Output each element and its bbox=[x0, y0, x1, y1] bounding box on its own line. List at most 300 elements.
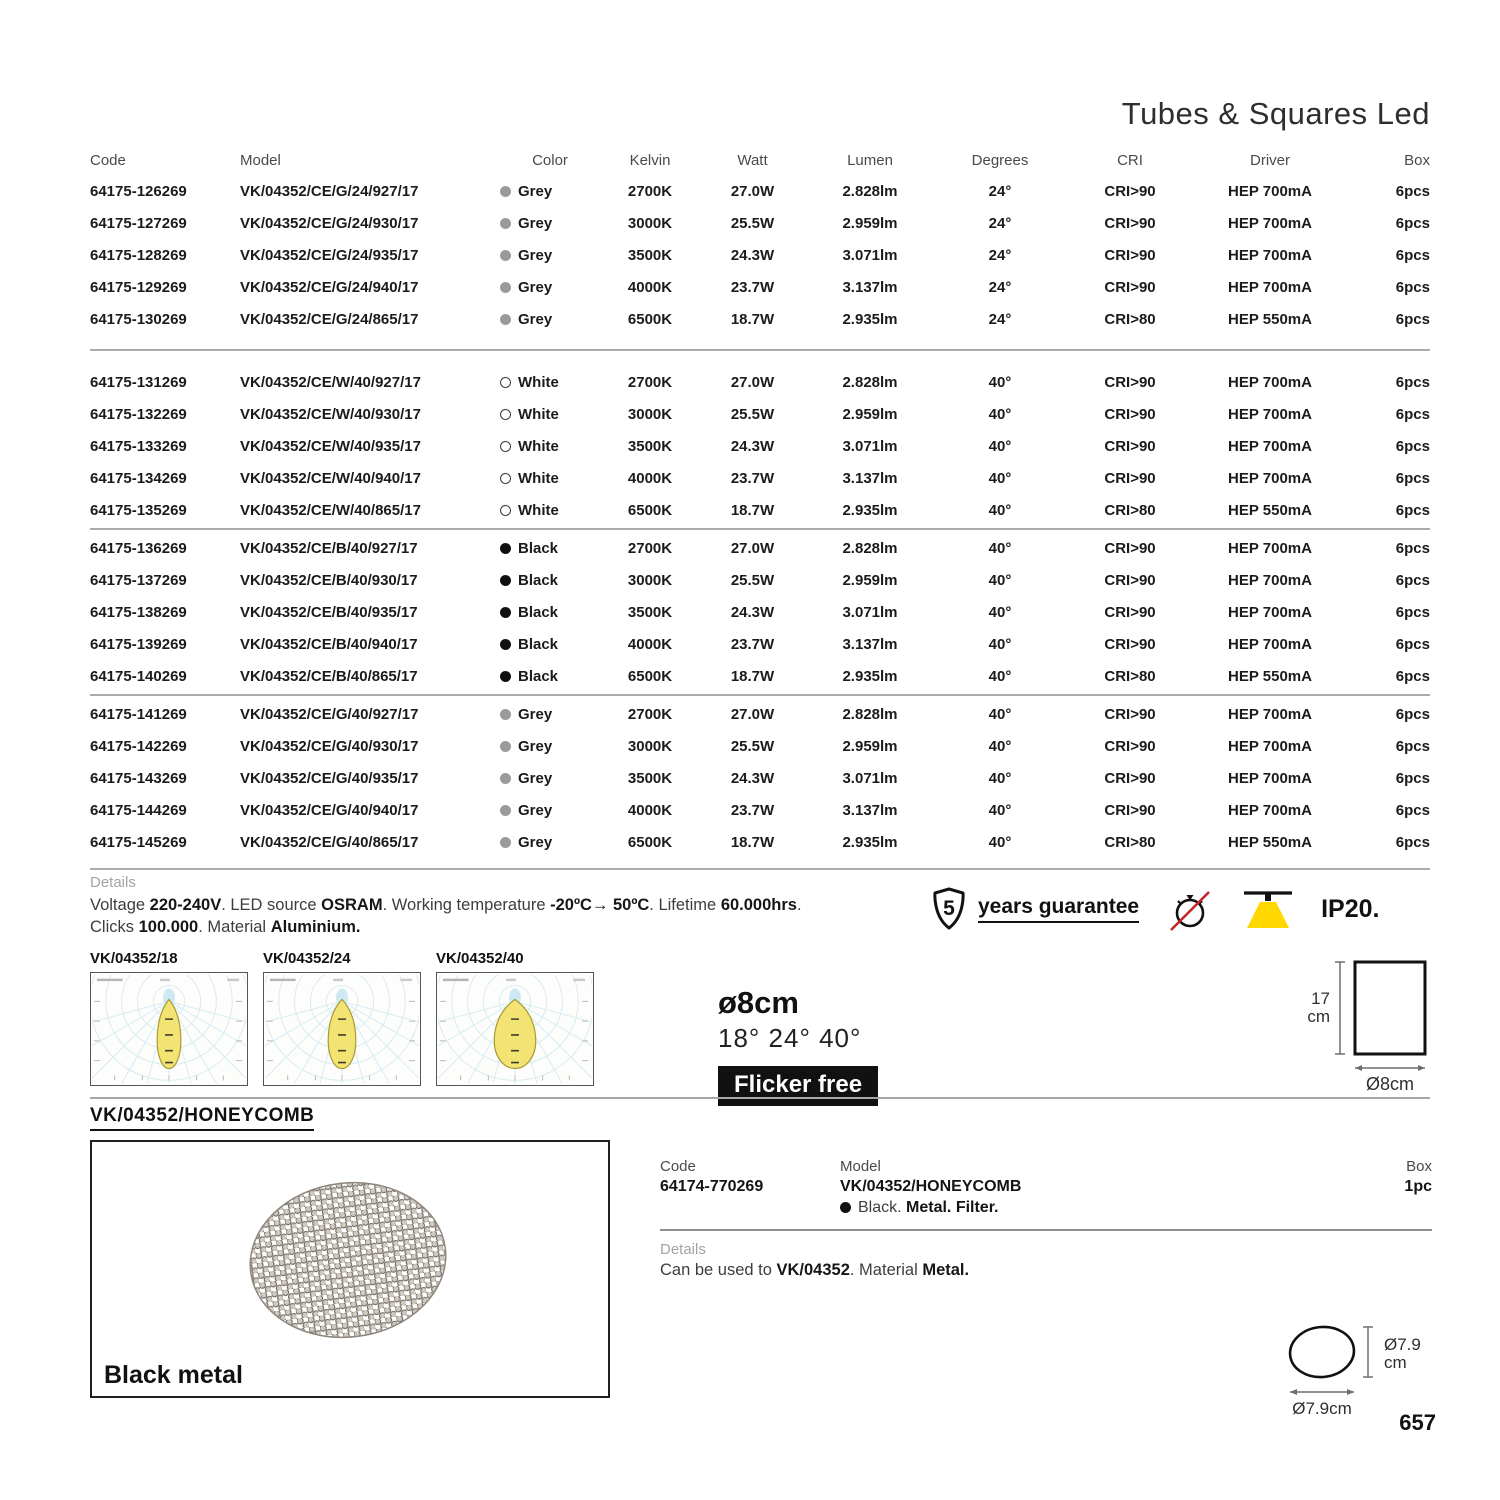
table-group-separator bbox=[90, 528, 1430, 530]
cell-degrees: 24° bbox=[988, 214, 1012, 232]
svg-text:Ø7.9: Ø7.9 bbox=[1384, 1335, 1421, 1354]
cell-model: VK/04352/CE/B/40/927/17 bbox=[240, 539, 418, 557]
cell-degrees: 40° bbox=[988, 501, 1012, 519]
cell-model: VK/04352/CE/G/40/927/17 bbox=[240, 705, 419, 723]
cell-lumen: 3.071lm bbox=[842, 437, 898, 455]
black-dot-icon bbox=[840, 1202, 851, 1213]
page-title: Tubes & Squares Led bbox=[1121, 96, 1430, 131]
color-dot-black-icon bbox=[500, 543, 511, 554]
cell-cri: CRI>90 bbox=[1104, 603, 1156, 621]
ip-rating-label: IP20. bbox=[1321, 894, 1380, 923]
cell-cri: CRI>90 bbox=[1104, 214, 1156, 232]
honeycomb-divider bbox=[660, 1229, 1432, 1231]
cell-kelvin: 2700K bbox=[627, 539, 673, 557]
cell-kelvin: 3000K bbox=[627, 214, 673, 232]
shield-5-icon bbox=[928, 886, 970, 932]
cell-degrees: 40° bbox=[988, 539, 1012, 557]
cell-box: 6pcs bbox=[1395, 539, 1430, 557]
cell-code: 64175-137269 bbox=[90, 571, 187, 589]
honeycomb-code: 64174-770269 bbox=[660, 1178, 764, 1195]
cell-box: 6pcs bbox=[1395, 769, 1430, 787]
cell-lumen: 2.935lm bbox=[842, 667, 898, 685]
cell-kelvin: 6500K bbox=[627, 667, 673, 685]
polar-diagram-icon bbox=[437, 973, 593, 1085]
table-row bbox=[90, 532, 1430, 564]
cell-lumen: 2.935lm bbox=[842, 501, 898, 519]
cell-lumen: 2.959lm bbox=[842, 405, 898, 423]
column-header-code: Code bbox=[90, 151, 126, 169]
details-line-1: Voltage 220-240V. LED source OSRAM. Working temperature -20ºC→ 50ºC. Lifetime 60.000hrs. bbox=[90, 896, 802, 914]
cell-degrees: 40° bbox=[988, 705, 1012, 723]
table-row bbox=[90, 430, 1430, 462]
cell-degrees: 40° bbox=[988, 801, 1012, 819]
cell-kelvin: 3500K bbox=[627, 246, 673, 264]
cell-model: VK/04352/CE/G/24/940/17 bbox=[240, 278, 419, 296]
cell-lumen: 2.959lm bbox=[842, 214, 898, 232]
honeycomb-photo bbox=[90, 1140, 610, 1398]
cell-color: Black bbox=[500, 668, 600, 685]
svg-text:cm: cm bbox=[1384, 1353, 1407, 1372]
table-row bbox=[90, 762, 1430, 794]
cell-watt: 24.3W bbox=[730, 246, 775, 264]
cell-driver: HEP 700mA bbox=[1228, 182, 1312, 200]
cell-kelvin: 6500K bbox=[627, 501, 673, 519]
cell-lumen: 2.828lm bbox=[842, 705, 898, 723]
cell-driver: HEP 550mA bbox=[1228, 501, 1312, 519]
cell-lumen: 3.137lm bbox=[842, 801, 898, 819]
svg-text:5: 5 bbox=[943, 897, 955, 920]
cell-code: 64175-142269 bbox=[90, 737, 187, 755]
beam-angles-text: 18° 24° 40° bbox=[718, 1023, 862, 1053]
svg-text:17: 17 bbox=[1311, 989, 1330, 1008]
cell-lumen: 2.828lm bbox=[842, 182, 898, 200]
cell-kelvin: 2700K bbox=[627, 182, 673, 200]
cell-box: 6pcs bbox=[1395, 469, 1430, 487]
cell-driver: HEP 700mA bbox=[1228, 737, 1312, 755]
color-dot-white-icon bbox=[500, 441, 511, 452]
cell-box: 6pcs bbox=[1395, 373, 1430, 391]
cell-driver: HEP 700mA bbox=[1228, 603, 1312, 621]
cell-code: 64175-143269 bbox=[90, 769, 187, 787]
cell-box: 6pcs bbox=[1395, 737, 1430, 755]
table-row bbox=[90, 730, 1430, 762]
cell-lumen: 2.828lm bbox=[842, 539, 898, 557]
diameter-text: ø8cm bbox=[718, 985, 799, 1020]
table-row bbox=[90, 660, 1430, 692]
table-row bbox=[90, 207, 1430, 239]
cell-driver: HEP 700mA bbox=[1228, 769, 1312, 787]
table-row bbox=[90, 794, 1430, 826]
cell-cri: CRI>90 bbox=[1104, 801, 1156, 819]
cell-model: VK/04352/CE/W/40/927/17 bbox=[240, 373, 421, 391]
color-dot-grey-icon bbox=[500, 314, 511, 325]
cell-box: 6pcs bbox=[1395, 667, 1430, 685]
cell-color: Grey bbox=[500, 738, 600, 755]
honeycomb-mesh-image bbox=[92, 1142, 604, 1392]
cell-cri: CRI>90 bbox=[1104, 539, 1156, 557]
cell-degrees: 40° bbox=[988, 667, 1012, 685]
honeycomb-model: VK/04352/HONEYCOMB bbox=[840, 1178, 1022, 1195]
cell-driver: HEP 700mA bbox=[1228, 405, 1312, 423]
color-dot-white-icon bbox=[500, 505, 511, 516]
honeycomb-finish: Black. Metal. Filter. bbox=[840, 1199, 1372, 1217]
cell-code: 64175-132269 bbox=[90, 405, 187, 423]
column-header-model: Model bbox=[240, 151, 281, 169]
cell-watt: 24.3W bbox=[730, 769, 775, 787]
cell-watt: 18.7W bbox=[730, 833, 775, 851]
cell-model: VK/04352/CE/W/40/940/17 bbox=[240, 469, 421, 487]
cell-watt: 18.7W bbox=[730, 310, 775, 328]
cell-code: 64175-136269 bbox=[90, 539, 187, 557]
cell-watt: 25.5W bbox=[730, 405, 775, 423]
cell-model: VK/04352/CE/B/40/865/17 bbox=[240, 667, 418, 685]
cell-watt: 23.7W bbox=[730, 801, 775, 819]
cell-model: VK/04352/CE/G/24/935/17 bbox=[240, 246, 419, 264]
cell-kelvin: 3000K bbox=[627, 571, 673, 589]
cell-box: 6pcs bbox=[1395, 705, 1430, 723]
cell-driver: HEP 700mA bbox=[1228, 571, 1312, 589]
cell-box: 6pcs bbox=[1395, 182, 1430, 200]
color-dot-white-icon bbox=[500, 473, 511, 484]
cell-driver: HEP 700mA bbox=[1228, 801, 1312, 819]
cell-cri: CRI>90 bbox=[1104, 469, 1156, 487]
color-dot-grey-icon bbox=[500, 218, 511, 229]
cell-driver: HEP 700mA bbox=[1228, 214, 1312, 232]
cell-model: VK/04352/CE/G/24/930/17 bbox=[240, 214, 419, 232]
cell-color: White bbox=[500, 470, 600, 487]
cell-cri: CRI>90 bbox=[1104, 769, 1156, 787]
table-row bbox=[90, 462, 1430, 494]
guarantee-strip bbox=[928, 884, 1433, 934]
honeycomb-model-label: Model bbox=[840, 1158, 881, 1175]
cell-color: White bbox=[500, 438, 600, 455]
column-header-cri: CRI bbox=[1117, 151, 1143, 169]
cell-degrees: 40° bbox=[988, 603, 1012, 621]
cell-kelvin: 6500K bbox=[627, 310, 673, 328]
color-dot-white-icon bbox=[500, 377, 511, 388]
table-row bbox=[90, 628, 1430, 660]
cell-driver: HEP 550mA bbox=[1228, 833, 1312, 851]
cell-color: Grey bbox=[500, 215, 600, 232]
cell-degrees: 40° bbox=[988, 635, 1012, 653]
cell-degrees: 24° bbox=[988, 278, 1012, 296]
honeycomb-info bbox=[660, 1158, 1432, 1280]
table-row bbox=[90, 239, 1430, 271]
cell-box: 6pcs bbox=[1395, 571, 1430, 589]
cell-box: 6pcs bbox=[1395, 437, 1430, 455]
column-header-watt: Watt bbox=[737, 151, 768, 169]
cell-code: 64175-140269 bbox=[90, 667, 187, 685]
cell-degrees: 40° bbox=[988, 769, 1012, 787]
cell-cri: CRI>90 bbox=[1104, 246, 1156, 264]
cell-color: Grey bbox=[500, 834, 600, 851]
cell-model: VK/04352/CE/G/40/930/17 bbox=[240, 737, 419, 755]
cell-code: 64175-144269 bbox=[90, 801, 187, 819]
cell-watt: 23.7W bbox=[730, 278, 775, 296]
spec-table bbox=[90, 145, 1430, 870]
details-block bbox=[90, 874, 920, 938]
cell-code: 64175-127269 bbox=[90, 214, 187, 232]
cell-cri: CRI>90 bbox=[1104, 405, 1156, 423]
cell-cri: CRI>80 bbox=[1104, 667, 1156, 685]
table-group-separator bbox=[90, 694, 1430, 696]
color-dot-grey-icon bbox=[500, 282, 511, 293]
table-group-separator bbox=[90, 868, 1430, 870]
cell-cri: CRI>80 bbox=[1104, 310, 1156, 328]
cell-code: 64175-138269 bbox=[90, 603, 187, 621]
cell-driver: HEP 700mA bbox=[1228, 278, 1312, 296]
no-dimmer-icon bbox=[1165, 884, 1215, 934]
cell-cri: CRI>80 bbox=[1104, 833, 1156, 851]
cell-watt: 24.3W bbox=[730, 603, 775, 621]
details-line-2: Clicks 100.000. Material Aluminium. bbox=[90, 918, 361, 936]
cell-degrees: 40° bbox=[988, 571, 1012, 589]
cell-watt: 24.3W bbox=[730, 437, 775, 455]
cell-lumen: 3.137lm bbox=[842, 469, 898, 487]
photometric-diagram-18 bbox=[90, 950, 248, 1086]
table-row bbox=[90, 698, 1430, 730]
spec-table-body bbox=[90, 175, 1430, 870]
cell-lumen: 3.137lm bbox=[842, 635, 898, 653]
cell-code: 64175-131269 bbox=[90, 373, 187, 391]
cell-box: 6pcs bbox=[1395, 635, 1430, 653]
cell-color: Black bbox=[500, 636, 600, 653]
cell-model: VK/04352/CE/B/40/940/17 bbox=[240, 635, 418, 653]
cell-degrees: 40° bbox=[988, 833, 1012, 851]
photometric-label: VK/04352/40 bbox=[436, 950, 524, 967]
svg-text:Ø8cm: Ø8cm bbox=[1365, 1074, 1415, 1094]
column-header-degrees: Degrees bbox=[971, 151, 1029, 169]
cell-model: VK/04352/CE/B/40/935/17 bbox=[240, 603, 418, 621]
cell-color: Black bbox=[500, 604, 600, 621]
cell-watt: 23.7W bbox=[730, 635, 775, 653]
table-row bbox=[90, 303, 1430, 335]
cell-kelvin: 4000K bbox=[627, 801, 673, 819]
photometric-label: VK/04352/24 bbox=[263, 950, 351, 967]
cell-watt: 27.0W bbox=[730, 705, 775, 723]
column-header-driver: Driver bbox=[1250, 151, 1290, 169]
cell-degrees: 40° bbox=[988, 469, 1012, 487]
cell-code: 64175-135269 bbox=[90, 501, 187, 519]
cell-code: 64175-145269 bbox=[90, 833, 187, 851]
guarantee-label: years guarantee bbox=[978, 895, 1139, 923]
cell-lumen: 2.828lm bbox=[842, 373, 898, 391]
cell-color: White bbox=[500, 502, 600, 519]
color-dot-grey-icon bbox=[500, 773, 511, 784]
cell-lumen: 2.935lm bbox=[842, 310, 898, 328]
cell-model: VK/04352/CE/G/24/927/17 bbox=[240, 182, 419, 200]
cell-cri: CRI>90 bbox=[1104, 373, 1156, 391]
cell-box: 6pcs bbox=[1395, 246, 1430, 264]
cell-model: VK/04352/CE/G/40/865/17 bbox=[240, 833, 419, 851]
details-label: Details bbox=[90, 874, 136, 891]
cell-code: 64175-130269 bbox=[90, 310, 187, 328]
flicker-free-badge: Flicker free bbox=[718, 1066, 878, 1106]
cell-lumen: 3.071lm bbox=[842, 769, 898, 787]
cell-kelvin: 3500K bbox=[627, 437, 673, 455]
cell-driver: HEP 700mA bbox=[1228, 437, 1312, 455]
cell-model: VK/04352/CE/W/40/935/17 bbox=[240, 437, 421, 455]
cell-cri: CRI>90 bbox=[1104, 737, 1156, 755]
cell-lumen: 2.959lm bbox=[842, 737, 898, 755]
honeycomb-heading: VK/04352/HONEYCOMB bbox=[90, 1105, 314, 1131]
color-dot-grey-icon bbox=[500, 186, 511, 197]
cell-model: VK/04352/CE/G/24/865/17 bbox=[240, 310, 419, 328]
honeycomb-dimension-drawing bbox=[1262, 1302, 1462, 1427]
color-dot-black-icon bbox=[500, 639, 511, 650]
table-row bbox=[90, 271, 1430, 303]
color-dot-grey-icon bbox=[500, 837, 511, 848]
cell-watt: 23.7W bbox=[730, 469, 775, 487]
color-dot-black-icon bbox=[500, 607, 511, 618]
cell-cri: CRI>90 bbox=[1104, 182, 1156, 200]
cell-kelvin: 3000K bbox=[627, 405, 673, 423]
honeycomb-details-label: Details bbox=[660, 1241, 706, 1258]
svg-text:cm: cm bbox=[1307, 1007, 1330, 1026]
cell-degrees: 40° bbox=[988, 373, 1012, 391]
cell-box: 6pcs bbox=[1395, 833, 1430, 851]
cell-kelvin: 6500K bbox=[627, 833, 673, 851]
cell-color: Grey bbox=[500, 802, 600, 819]
tube-dimension-drawing bbox=[1282, 952, 1432, 1102]
cell-model: VK/04352/CE/B/40/930/17 bbox=[240, 571, 418, 589]
polar-diagram-icon bbox=[91, 973, 247, 1085]
cell-color: White bbox=[500, 406, 600, 423]
honeycomb-caption: Black metal bbox=[104, 1361, 243, 1389]
page-number: 657 bbox=[1399, 1410, 1436, 1435]
column-header-color: Color bbox=[532, 151, 568, 169]
color-dot-grey-icon bbox=[500, 741, 511, 752]
color-dot-grey-icon bbox=[500, 709, 511, 720]
cell-kelvin: 3500K bbox=[627, 769, 673, 787]
cell-model: VK/04352/CE/W/40/930/17 bbox=[240, 405, 421, 423]
table-header-row bbox=[90, 145, 1430, 175]
cell-lumen: 3.137lm bbox=[842, 278, 898, 296]
color-dot-black-icon bbox=[500, 575, 511, 586]
column-header-lumen: Lumen bbox=[847, 151, 893, 169]
cell-kelvin: 2700K bbox=[627, 705, 673, 723]
table-row bbox=[90, 564, 1430, 596]
cell-watt: 27.0W bbox=[730, 539, 775, 557]
honeycomb-box: 1pc bbox=[1404, 1178, 1432, 1195]
cell-driver: HEP 700mA bbox=[1228, 705, 1312, 723]
cell-color: White bbox=[500, 374, 600, 391]
table-row bbox=[90, 494, 1430, 526]
cell-box: 6pcs bbox=[1395, 214, 1430, 232]
cell-cri: CRI>90 bbox=[1104, 571, 1156, 589]
cell-driver: HEP 700mA bbox=[1228, 469, 1312, 487]
cell-model: VK/04352/CE/G/40/940/17 bbox=[240, 801, 419, 819]
table-group-separator bbox=[90, 349, 1430, 351]
cell-cri: CRI>90 bbox=[1104, 635, 1156, 653]
cell-watt: 18.7W bbox=[730, 667, 775, 685]
cell-model: VK/04352/CE/W/40/865/17 bbox=[240, 501, 421, 519]
cell-color: Grey bbox=[500, 183, 600, 200]
cell-watt: 27.0W bbox=[730, 373, 775, 391]
cell-driver: HEP 700mA bbox=[1228, 635, 1312, 653]
cell-box: 6pcs bbox=[1395, 603, 1430, 621]
color-dot-white-icon bbox=[500, 409, 511, 420]
cell-degrees: 24° bbox=[988, 246, 1012, 264]
polar-diagram-icon bbox=[264, 973, 420, 1085]
color-dot-black-icon bbox=[500, 671, 511, 682]
cell-cri: CRI>90 bbox=[1104, 278, 1156, 296]
cell-kelvin: 2700K bbox=[627, 373, 673, 391]
cell-color: Grey bbox=[500, 279, 600, 296]
honeycomb-box-label: Box bbox=[1406, 1158, 1432, 1175]
mid-specs bbox=[718, 985, 878, 1106]
cell-watt: 25.5W bbox=[730, 737, 775, 755]
cell-lumen: 2.959lm bbox=[842, 571, 898, 589]
cell-kelvin: 4000K bbox=[627, 635, 673, 653]
cell-driver: HEP 700mA bbox=[1228, 373, 1312, 391]
cell-kelvin: 4000K bbox=[627, 469, 673, 487]
cell-driver: HEP 550mA bbox=[1228, 667, 1312, 685]
cell-driver: HEP 700mA bbox=[1228, 246, 1312, 264]
cell-color: Grey bbox=[500, 706, 600, 723]
cell-model: VK/04352/CE/G/40/935/17 bbox=[240, 769, 419, 787]
photometric-label: VK/04352/18 bbox=[90, 950, 178, 967]
honeycomb-details-line: Can be used to VK/04352. Material Metal. bbox=[660, 1261, 970, 1279]
cell-code: 64175-133269 bbox=[90, 437, 187, 455]
column-header-kelvin: Kelvin bbox=[629, 151, 671, 169]
cell-code: 64175-126269 bbox=[90, 182, 187, 200]
table-row bbox=[90, 366, 1430, 398]
cell-box: 6pcs bbox=[1395, 278, 1430, 296]
color-dot-grey-icon bbox=[500, 250, 511, 261]
table-row bbox=[90, 826, 1430, 858]
cell-box: 6pcs bbox=[1395, 310, 1430, 328]
cell-lumen: 2.935lm bbox=[842, 833, 898, 851]
cell-lumen: 3.071lm bbox=[842, 246, 898, 264]
cell-code: 64175-128269 bbox=[90, 246, 187, 264]
cell-kelvin: 3500K bbox=[627, 603, 673, 621]
cell-watt: 25.5W bbox=[730, 571, 775, 589]
table-row bbox=[90, 175, 1430, 207]
photometric-diagram-40 bbox=[436, 950, 594, 1086]
cell-degrees: 40° bbox=[988, 737, 1012, 755]
cell-degrees: 24° bbox=[988, 310, 1012, 328]
cell-degrees: 24° bbox=[988, 182, 1012, 200]
cell-cri: CRI>90 bbox=[1104, 437, 1156, 455]
cell-color: Grey bbox=[500, 311, 600, 328]
photometric-diagram-24 bbox=[263, 950, 421, 1086]
cell-driver: HEP 550mA bbox=[1228, 310, 1312, 328]
cell-cri: CRI>80 bbox=[1104, 501, 1156, 519]
ceiling-light-icon bbox=[1241, 886, 1295, 932]
cell-color: Black bbox=[500, 572, 600, 589]
cell-code: 64175-139269 bbox=[90, 635, 187, 653]
cell-watt: 25.5W bbox=[730, 214, 775, 232]
cell-kelvin: 4000K bbox=[627, 278, 673, 296]
cell-color: Black bbox=[500, 540, 600, 557]
cell-degrees: 40° bbox=[988, 405, 1012, 423]
honeycomb-code-label: Code bbox=[660, 1158, 696, 1175]
cell-lumen: 3.071lm bbox=[842, 603, 898, 621]
cell-degrees: 40° bbox=[988, 437, 1012, 455]
cell-code: 64175-129269 bbox=[90, 278, 187, 296]
table-row bbox=[90, 398, 1430, 430]
cell-kelvin: 3000K bbox=[627, 737, 673, 755]
cell-box: 6pcs bbox=[1395, 405, 1430, 423]
section-divider bbox=[90, 1097, 1430, 1099]
cell-color: Grey bbox=[500, 770, 600, 787]
cell-watt: 18.7W bbox=[730, 501, 775, 519]
cell-code: 64175-134269 bbox=[90, 469, 187, 487]
column-header-box: Box bbox=[1404, 151, 1430, 169]
table-row bbox=[90, 596, 1430, 628]
cell-box: 6pcs bbox=[1395, 801, 1430, 819]
